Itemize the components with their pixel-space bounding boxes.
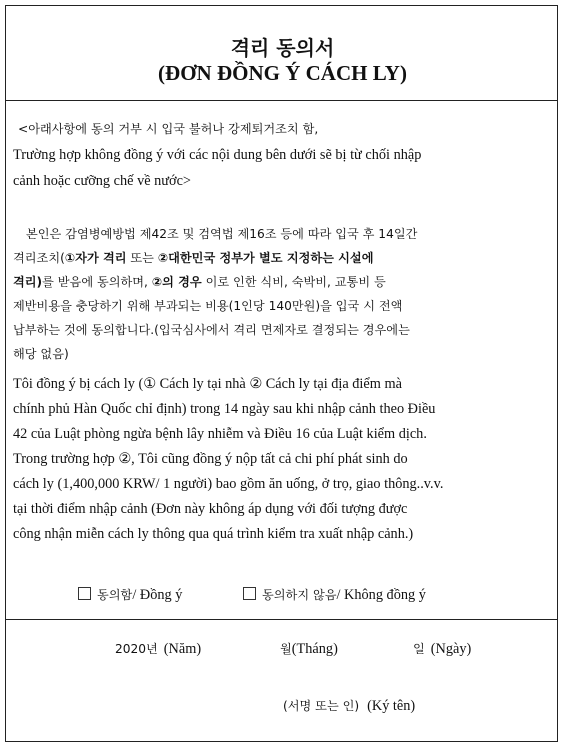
korean-text: 를 받음에 동의하며, xyxy=(42,275,152,289)
agree-label-vn: / Đồng ý xyxy=(132,587,183,603)
korean-text: 또는 xyxy=(126,251,158,265)
signature-field[interactable] xyxy=(283,698,415,714)
header-divider xyxy=(5,100,558,101)
vietnamese-body-line-1: Tôi đồng ý bị cách ly (① Cách ly tại nhà ② Cách ly tại địa điểm mà xyxy=(13,376,402,392)
disagree-option[interactable] xyxy=(243,587,426,603)
date-month[interactable] xyxy=(280,641,338,657)
title-korean: 격리 동의서 xyxy=(230,36,335,60)
korean-body-line-6: 해당 없음) xyxy=(13,347,69,361)
month-label: 월 xyxy=(280,642,292,656)
day-label-vn: (Ngày) xyxy=(430,641,472,657)
korean-body-line-5: 납부하는 것에 동의합니다.(입국심사에서 격리 면제자로 결정되는 경우에는 xyxy=(13,323,410,337)
option-facility-quarantine-text: ②대한민국 정부가 별도 지정하는 시설에 xyxy=(157,251,374,265)
notice-line-2: Trường hợp không đồng ý với các nội dung bên dưới sẽ bị từ chối nhập xyxy=(13,147,422,163)
month-label-vn: (Tháng) xyxy=(291,641,338,657)
date-day[interactable] xyxy=(413,641,471,657)
footer-divider xyxy=(5,619,558,620)
year-label: 2020년 xyxy=(115,642,158,656)
korean-body-line-4: 제반비용을 충당하기 위해 부과되는 비용(1인당 140만원)을 입국 시 전액 xyxy=(13,299,403,313)
korean-text: 이로 인한 식비, 숙박비, 교통비 등 xyxy=(201,275,386,289)
disagree-checkbox[interactable] xyxy=(243,587,256,600)
korean-text: 격리조치( xyxy=(13,251,65,265)
korean-body-line-1: 본인은 감염병예방법 제42조 및 검역법 제16조 등에 따라 입국 후 14일간 xyxy=(26,227,418,241)
year-label-vn: (Năm) xyxy=(163,641,202,657)
form-frame xyxy=(5,5,558,742)
option-home-quarantine-text: ①자가 격리 xyxy=(64,251,127,265)
agree-checkbox[interactable] xyxy=(78,587,91,600)
date-year[interactable] xyxy=(115,641,201,657)
day-label: 일 xyxy=(413,642,425,656)
korean-bold-text: ②의 경우 xyxy=(151,275,202,289)
vietnamese-body-line-4: Trong trường hợp ②, Tôi cũng đồng ý nộp tất cả chi phí phát sinh do xyxy=(13,451,408,467)
vietnamese-body-line-5: cách ly (1,400,000 KRW/ 1 người) bao gồm ăn uống, ở trọ, giao thông..v.v. xyxy=(13,476,444,492)
vietnamese-body-line-6: tại thời điểm nhập cảnh (Đơn này không áp dụng với đối tượng được xyxy=(13,501,408,517)
disagree-label-vn: / Không đồng ý xyxy=(336,587,426,603)
agree-label-ko: 동의함 xyxy=(97,588,133,602)
title-vietnamese: (ĐƠN ĐỒNG Ý CÁCH LY) xyxy=(158,61,407,85)
disagree-label-ko: 동의하지 않음 xyxy=(262,588,337,602)
notice-line-1: <아래사항에 동의 거부 시 입국 불허나 강제퇴거조치 함, xyxy=(18,122,319,136)
agree-option[interactable] xyxy=(78,587,182,603)
korean-body-line-2 xyxy=(13,250,373,266)
vietnamese-body-line-7: công nhận miễn cách ly thông qua quá trình kiểm tra xuất nhập cảnh.) xyxy=(13,526,414,542)
korean-body-line-3 xyxy=(13,274,386,290)
korean-bold-text: 격리) xyxy=(13,275,43,289)
vietnamese-body-line-3: 42 của Luật phòng ngừa bệnh lây nhiễm và Điều 16 của Luật kiểm dịch. xyxy=(13,426,427,442)
signature-label-vn: (Ký tên) xyxy=(367,698,416,714)
notice-line-3: cảnh hoặc cưỡng chế về nước> xyxy=(13,173,191,189)
signature-label-ko: (서명 또는 인) xyxy=(283,699,360,713)
vietnamese-body-line-2: chính phủ Hàn Quốc chỉ định) trong 14 ngày sau khi nhập cảnh theo Điều xyxy=(13,401,436,417)
